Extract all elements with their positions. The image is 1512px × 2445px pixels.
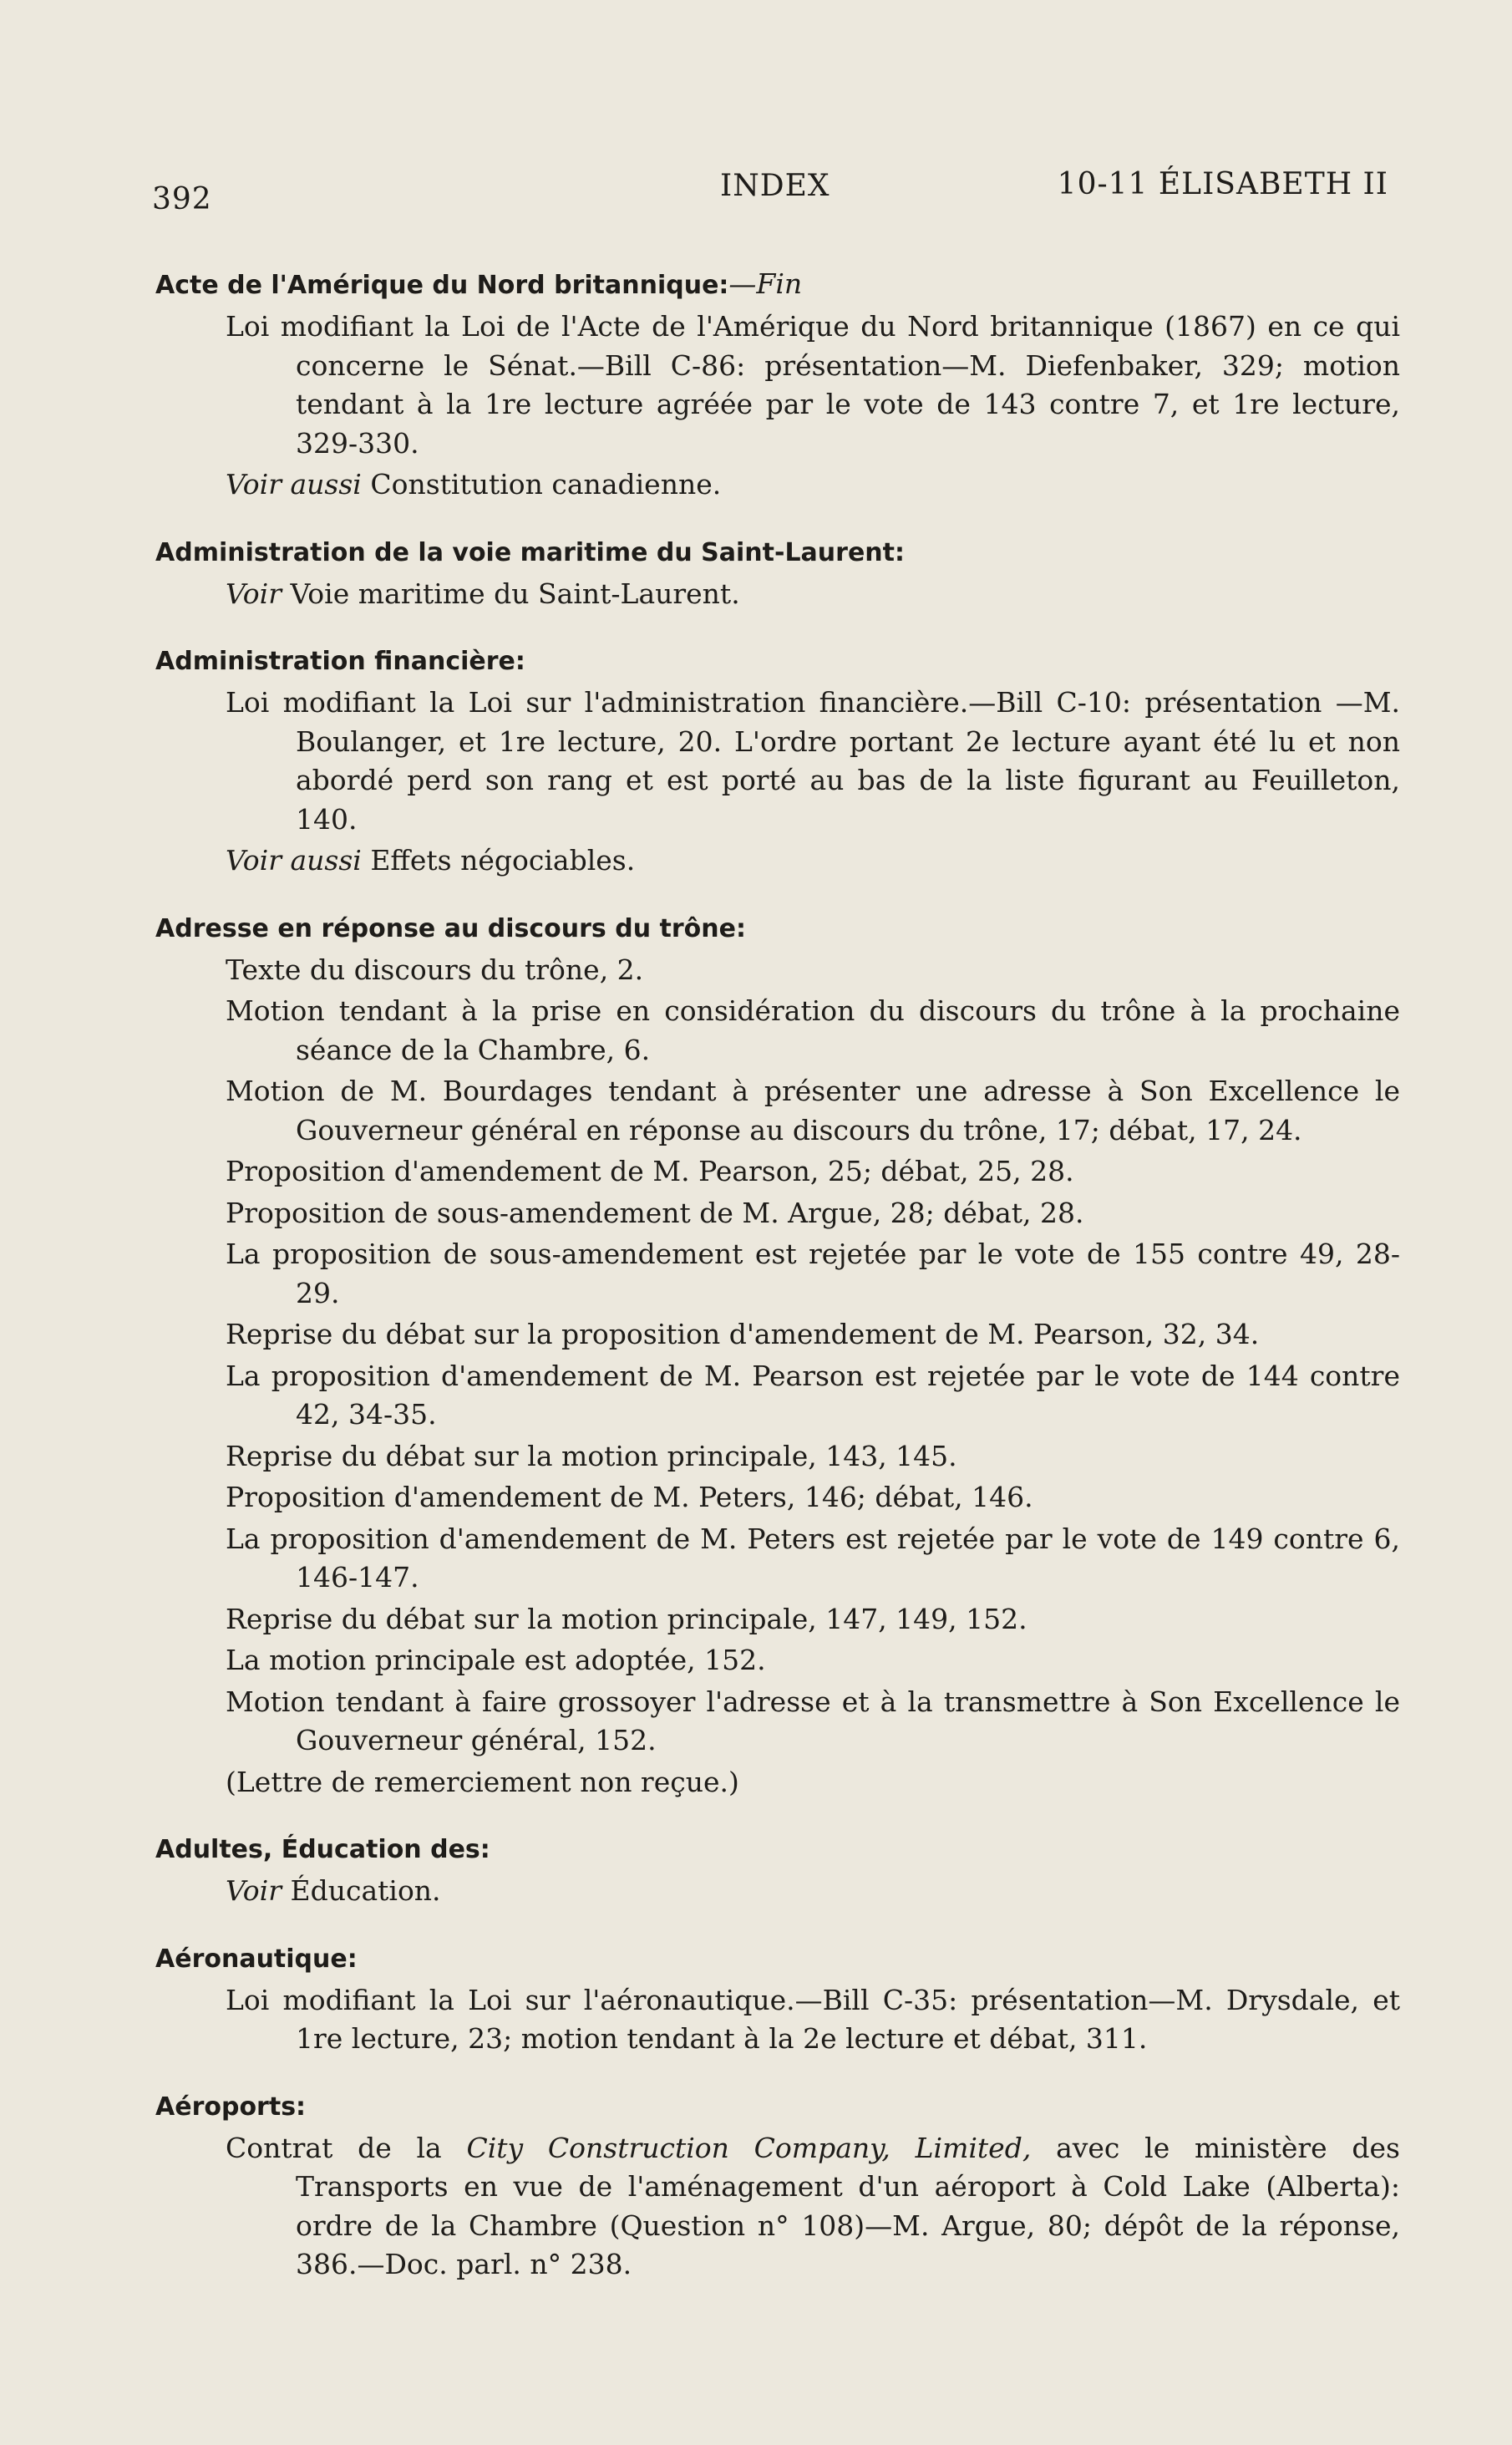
index-entry: La proposition d'amendement de M. Pearson est rejetée par le vote de 144 contre 42, 34-35. — [226, 1359, 1400, 1431]
cross-reference: Voir aussi Effets négociables. — [226, 844, 636, 877]
index-entry: Loi modifiant la Loi de l'Acte de l'Amérique du Nord britannique (1867) en ce qui concerne le Sénat.—Bill C-86: présentation—M. Diefenbaker, 329; motion tendant à la 1re lecture agréée par le vote de 143 contre 7, et 1re lecture, 329-330. — [226, 310, 1400, 460]
page-number: 392 — [152, 182, 212, 216]
section-heading: Aéronautique: — [155, 1944, 358, 1974]
index-entry: Proposition d'amendement de M. Pearson, 25; débat, 25, 28. — [226, 1155, 1074, 1187]
index-section — [155, 1832, 1400, 1911]
index-entry: Reprise du débat sur la motion principale, 143, 145. — [226, 1439, 957, 1472]
section-heading: Adresse en réponse au discours du trône: — [155, 913, 746, 943]
index-entry: Reprise du débat sur la motion principale, 147, 149, 152. — [226, 1602, 1027, 1635]
section-heading: Acte de l'Amérique du Nord britannique:—Fin — [155, 267, 803, 300]
session-label: 10-11 ÉLISABETH II — [1057, 167, 1388, 201]
index-section — [155, 266, 1400, 505]
cross-reference: Voir Voie maritime du Saint-Laurent. — [226, 577, 740, 610]
index-entry: La proposition de sous-amendement est rejetée par le vote de 155 contre 49, 28-29. — [226, 1238, 1400, 1309]
cross-reference: Voir aussi Constitution canadienne. — [226, 468, 722, 501]
heading-suffix: —Fin — [728, 267, 803, 300]
index-entry: Motion tendant à faire grossoyer l'adresse et à la transmettre à Son Excellence le Gouverneur général, 152. — [226, 1685, 1400, 1756]
index-entry: Proposition de sous-amendement de M. Argue, 28; débat, 28. — [226, 1196, 1084, 1229]
index-entry: La proposition d'amendement de M. Peters est rejetée par le vote de 149 contre 6, 146-147. — [226, 1522, 1400, 1594]
index-entry: Texte du discours du trône, 2. — [226, 953, 644, 986]
index-section — [155, 535, 1400, 614]
index-entry: (Lettre de remerciement non reçue.) — [226, 1765, 739, 1798]
index-entry: Motion de M. Bourdages tendant à présenter une adresse à Son Excellence le Gouverneur général en réponse au discours du trône, 17; débat, 17, 24. — [226, 1075, 1400, 1146]
running-title: INDEX — [720, 169, 830, 203]
index-entry: Loi modifiant la Loi sur l'aéronautique.—Bill C-35: présentation—M. Drysdale, et 1re lecture, 23; motion tendant à la 2e lecture et débat, 311. — [226, 1983, 1400, 2055]
index-entry: La motion principale est adoptée, 152. — [226, 1644, 766, 1676]
section-heading: Adultes, Éducation des: — [155, 1835, 490, 1864]
section-heading: Administration de la voie maritime du Saint-Laurent: — [155, 537, 905, 567]
index-entry: Reprise du débat sur la proposition d'amendement de M. Pearson, 32, 34. — [226, 1318, 1260, 1350]
index-entry: Proposition d'amendement de M. Peters, 146; débat, 146. — [226, 1481, 1033, 1513]
index-section — [155, 911, 1400, 1802]
index-section — [155, 2089, 1400, 2285]
index-section — [155, 1941, 1400, 2059]
page-header — [152, 167, 1388, 217]
index-entry: Loi modifiant la Loi sur l'administration financière.—Bill C-10: présentation —M. Boulanger, et 1re lecture, 20. L'ordre portant 2e lecture ayant été lu et non abordé perd son rang et est porté au bas de la liste figurant au Feuilleton, 140. — [226, 686, 1400, 836]
index-section — [155, 643, 1400, 881]
section-heading: Aéroports: — [155, 2092, 307, 2122]
index-entry: Contrat de la City Construction Company, Limited, avec le ministère des Transports en vue de l'aménagement d'un aéroport à Cold Lake (Alberta): ordre de la Chambre (Question n° 108)—M. Argue, 80; dépôt de la réponse, 386.—Doc. parl. n° 238. — [226, 2131, 1400, 2280]
index-entry: Motion tendant à la prise en considération du discours du trône à la prochaine séance de la Chambre, 6. — [226, 994, 1400, 1066]
company-name: City Construction Company, Limited, — [466, 2131, 1032, 2164]
cross-reference: Voir Éducation. — [226, 1874, 441, 1907]
section-heading: Administration financière: — [155, 647, 525, 676]
index-content — [155, 266, 1400, 2315]
